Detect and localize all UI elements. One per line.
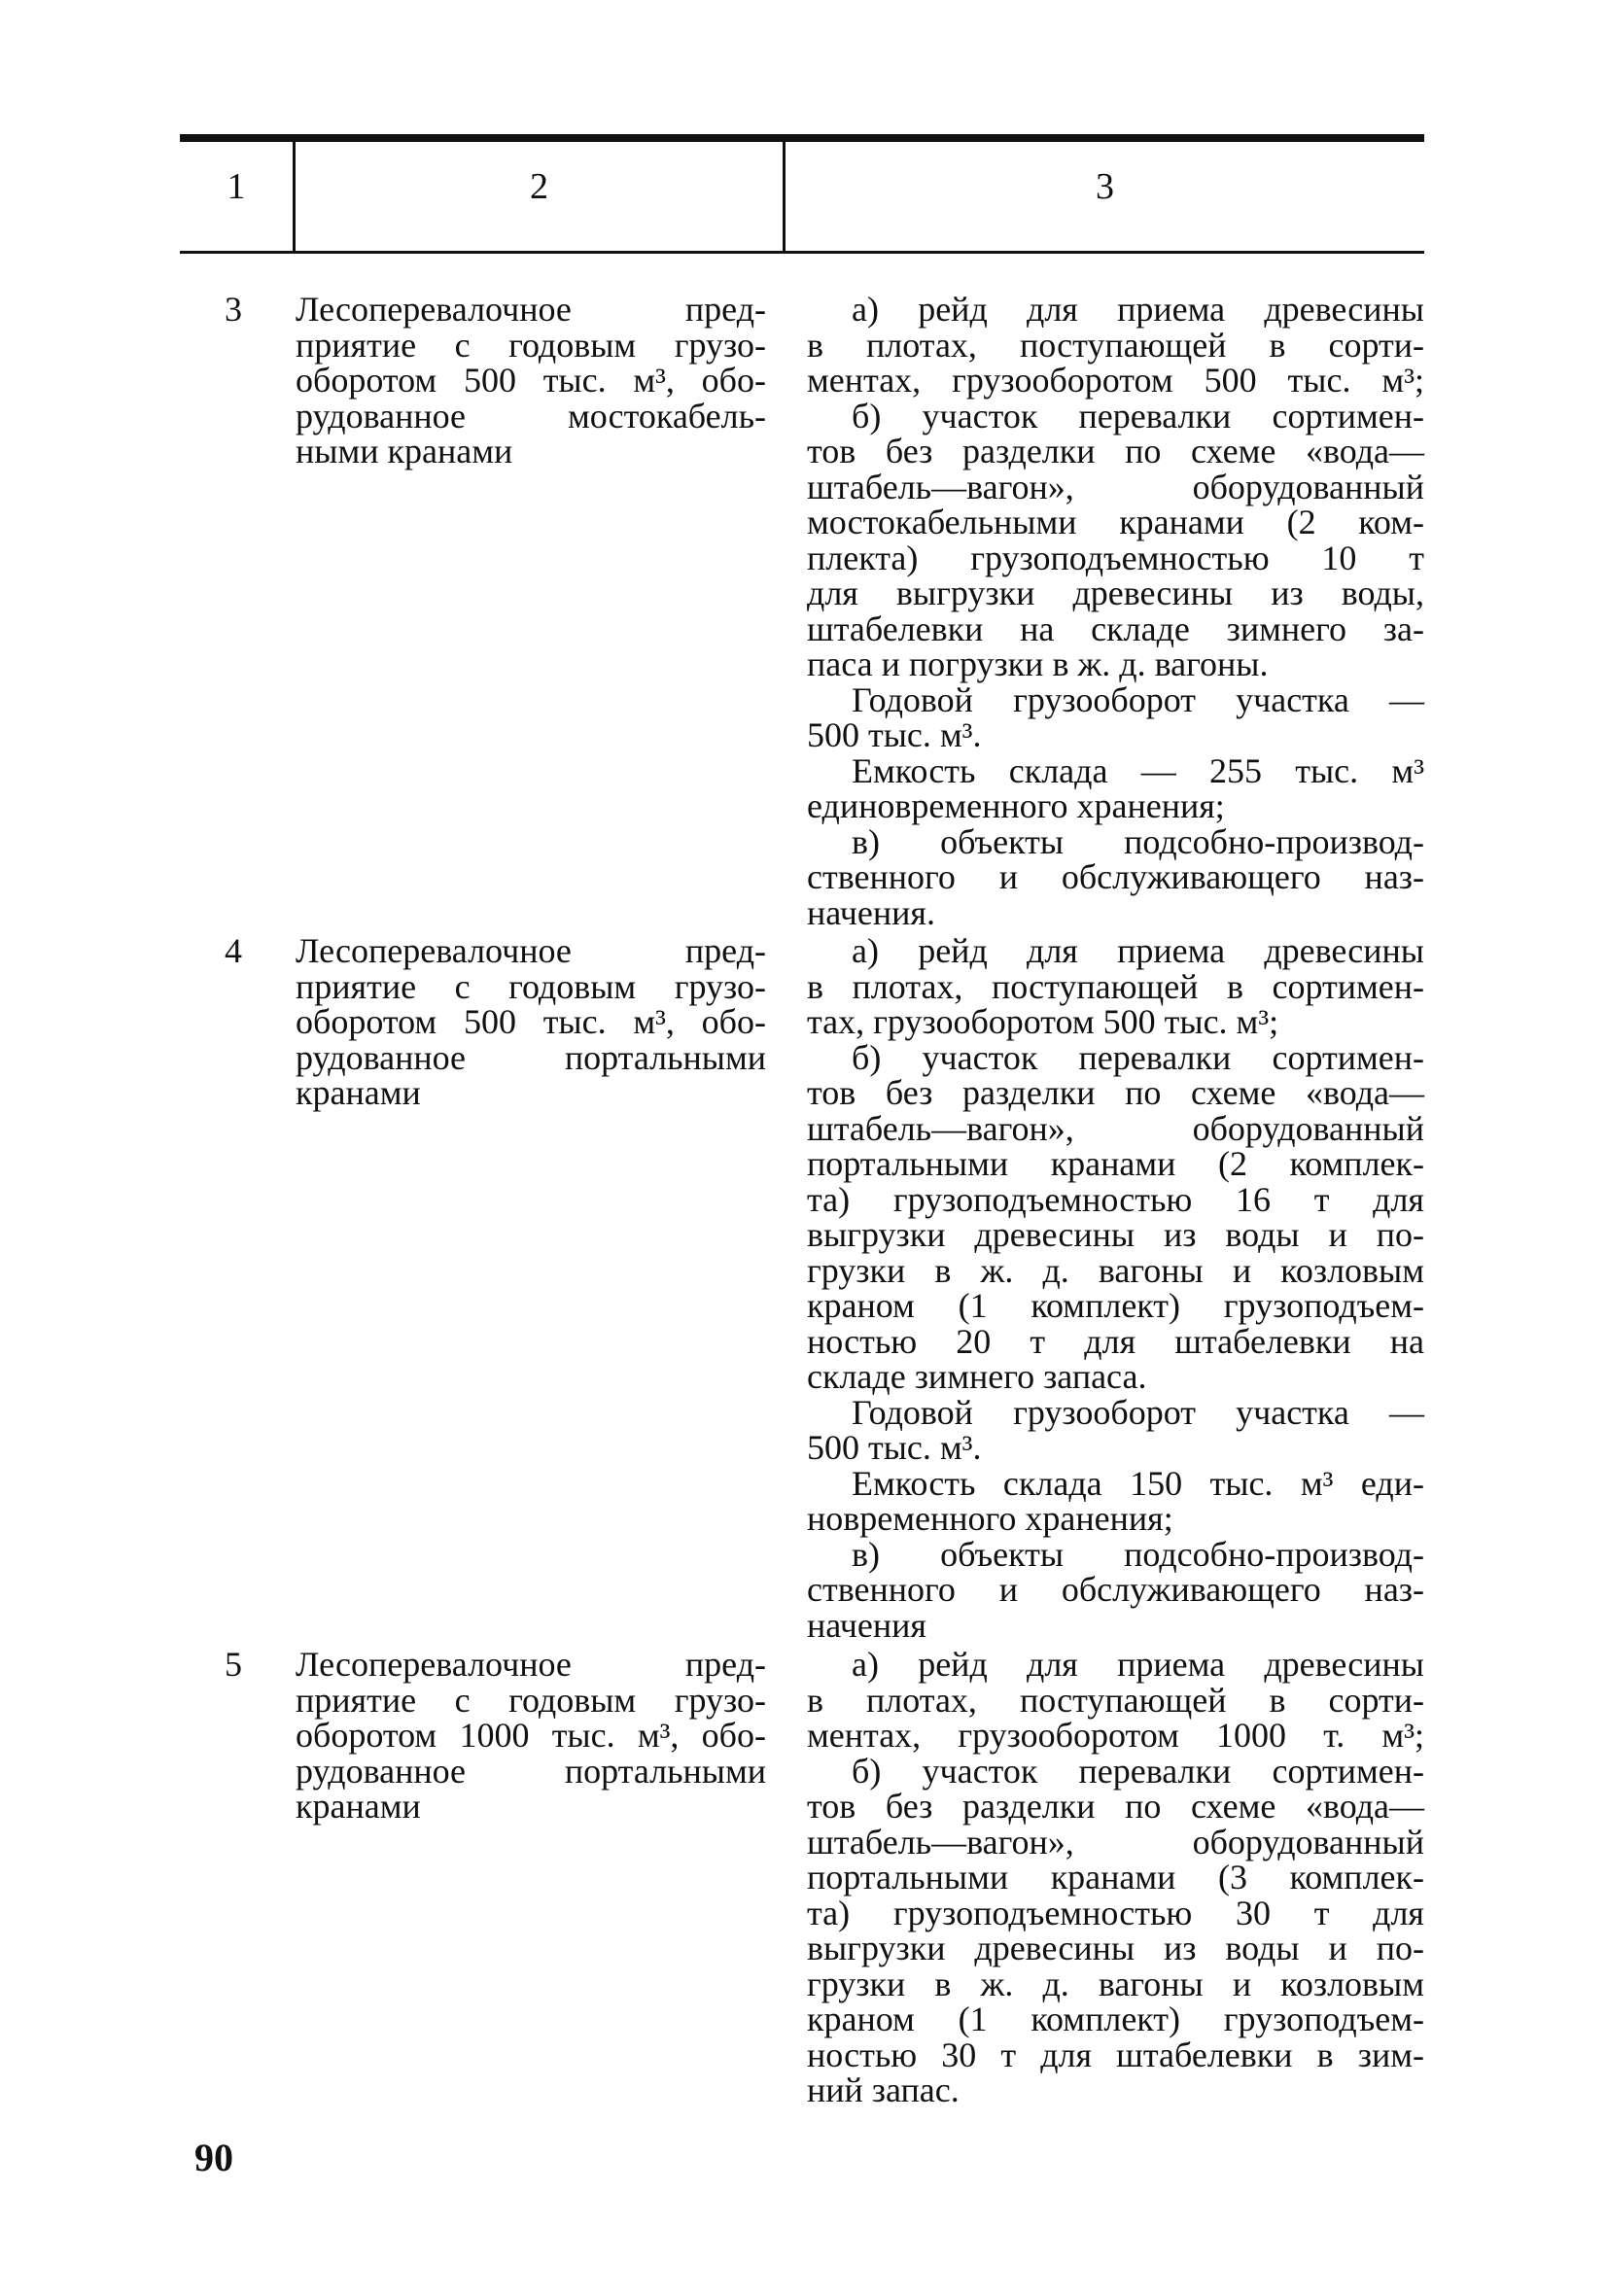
text-line: ний запас. <box>807 2070 960 2109</box>
text-line: в плотах, поступающей в сортимен- <box>807 966 1424 1006</box>
enterprise-composition <box>807 1647 1424 2108</box>
text-line: оборотом 500 тыс. м³, обо- <box>296 361 766 400</box>
page-number: 90 <box>194 2136 233 2179</box>
text-line: в) объекты подсобно-производ- <box>852 821 1424 861</box>
text-line: кранами <box>296 1787 421 1826</box>
text-line: штабель—вагон», оборудованный <box>807 467 1424 506</box>
text-line: плекта) грузоподъемностью 10 т <box>807 538 1424 577</box>
text-line: новременного хранения; <box>807 1499 1173 1538</box>
text-line: тов без разделки по схеме «вода— <box>807 1787 1424 1826</box>
text-line: та) грузоподъемностью 16 т для <box>807 1179 1424 1219</box>
text-line: тов без разделки по схеме «вода— <box>807 432 1424 470</box>
row-number: 3 <box>225 290 242 329</box>
text-line: штабель—вагон», оборудованный <box>807 1108 1424 1148</box>
text-line: рудованное портальными <box>296 1037 766 1077</box>
text-line: Годовой грузооборот участка — <box>852 679 1424 719</box>
text-line: грузки в ж. д. вагоны и козловым <box>807 1250 1424 1290</box>
text-line: та) грузоподъемностью 30 т для <box>807 1893 1424 1932</box>
text-line: а) рейд для приема древесины <box>852 1645 1424 1684</box>
text-line: начения. <box>807 892 935 932</box>
text-line: ственного и обслуживающего наз- <box>807 1570 1424 1609</box>
text-line: кранами <box>296 1073 421 1112</box>
text-line: тов без разделки по схеме «вода— <box>807 1073 1424 1112</box>
text-line: б) участок перевалки сортимен- <box>852 1037 1424 1077</box>
text-line: ностью 30 т для штабелевки в зим- <box>807 2035 1424 2074</box>
text-line: в плотах, поступающей в сорти- <box>807 325 1424 365</box>
header-cell-1: 1 <box>227 166 246 207</box>
text-line: штабель—вагон», оборудованный <box>807 1822 1424 1861</box>
table-header-rule <box>180 251 1424 254</box>
text-line: паса и погрузки в ж. д. вагоны. <box>807 644 1269 683</box>
text-line: грузки в ж. д. вагоны и козловым <box>807 1964 1424 2003</box>
text-line: б) участок перевалки сортимен- <box>852 396 1424 435</box>
text-line: а) рейд для приема древесины <box>852 931 1424 970</box>
text-line: складе зимнего запаса. <box>807 1357 1147 1396</box>
row-number: 5 <box>225 1645 242 1684</box>
text-line: краном (1 комплект) грузоподъем- <box>807 1286 1424 1325</box>
text-line: ными кранами <box>296 432 513 470</box>
text-line: приятие с годовым грузо- <box>296 966 766 1006</box>
text-line: Лесоперевалочное пред- <box>296 1645 766 1684</box>
text-line: а) рейд для приема древесины <box>852 290 1424 329</box>
enterprise-composition <box>807 292 1424 930</box>
text-line: портальными кранами (2 комплек- <box>807 1144 1424 1183</box>
text-line: б) участок перевалки сортимен- <box>852 1751 1424 1791</box>
text-line: выгрузки древесины из воды и по- <box>807 1929 1424 1967</box>
text-line: рудованное мостокабель- <box>296 396 766 435</box>
text-line: 500 тыс. м³. <box>807 715 982 754</box>
text-line: единовременного хранения; <box>807 786 1225 825</box>
text-line: оборотом 1000 тыс. м³, обо- <box>296 1716 766 1755</box>
text-line: ментах, грузооборотом 500 тыс. м³; <box>807 361 1424 400</box>
text-line: штабелевки на складе зимнего за- <box>807 609 1424 648</box>
text-line: Емкость склада 150 тыс. м³ еди- <box>852 1463 1424 1503</box>
header-cell-3: 3 <box>1096 166 1114 207</box>
text-line: в) объекты подсобно-производ- <box>852 1534 1424 1574</box>
text-line: Емкость склада — 255 тыс. м³ <box>852 750 1424 790</box>
text-line: 500 тыс. м³. <box>807 1428 982 1467</box>
text-line: приятие с годовым грузо- <box>296 325 766 365</box>
text-line: в плотах, поступающей в сорти- <box>807 1680 1424 1720</box>
text-line: начения <box>807 1605 926 1645</box>
text-line: оборотом 500 тыс. м³, обо- <box>296 1002 766 1041</box>
text-line: тах, грузооборотом 500 тыс. м³; <box>807 1002 1279 1041</box>
table-top-rule <box>180 134 1424 142</box>
text-line: выгрузки древесины из воды и по- <box>807 1215 1424 1254</box>
text-line: ственного и обслуживающего наз- <box>807 857 1424 896</box>
row-number: 4 <box>225 931 242 970</box>
text-line: для выгрузки древесины из воды, <box>807 574 1424 612</box>
text-line: мостокабельными кранами (2 ком- <box>807 503 1424 541</box>
enterprise-composition <box>807 933 1424 1643</box>
text-line: краном (1 комплект) грузоподъем- <box>807 2000 1424 2038</box>
text-line: Годовой грузооборот участка — <box>852 1392 1424 1432</box>
text-line: портальными кранами (3 комплек- <box>807 1858 1424 1896</box>
text-line: ностью 20 т для штабелевки на <box>807 1321 1424 1361</box>
text-line: ментах, грузооборотом 1000 т. м³; <box>807 1716 1424 1755</box>
text-line: рудованное портальными <box>296 1751 766 1791</box>
text-line: приятие с годовым грузо- <box>296 1680 766 1720</box>
text-line: Лесоперевалочное пред- <box>296 931 766 970</box>
header-cell-2: 2 <box>530 166 548 207</box>
text-line: Лесоперевалочное пред- <box>296 290 766 329</box>
